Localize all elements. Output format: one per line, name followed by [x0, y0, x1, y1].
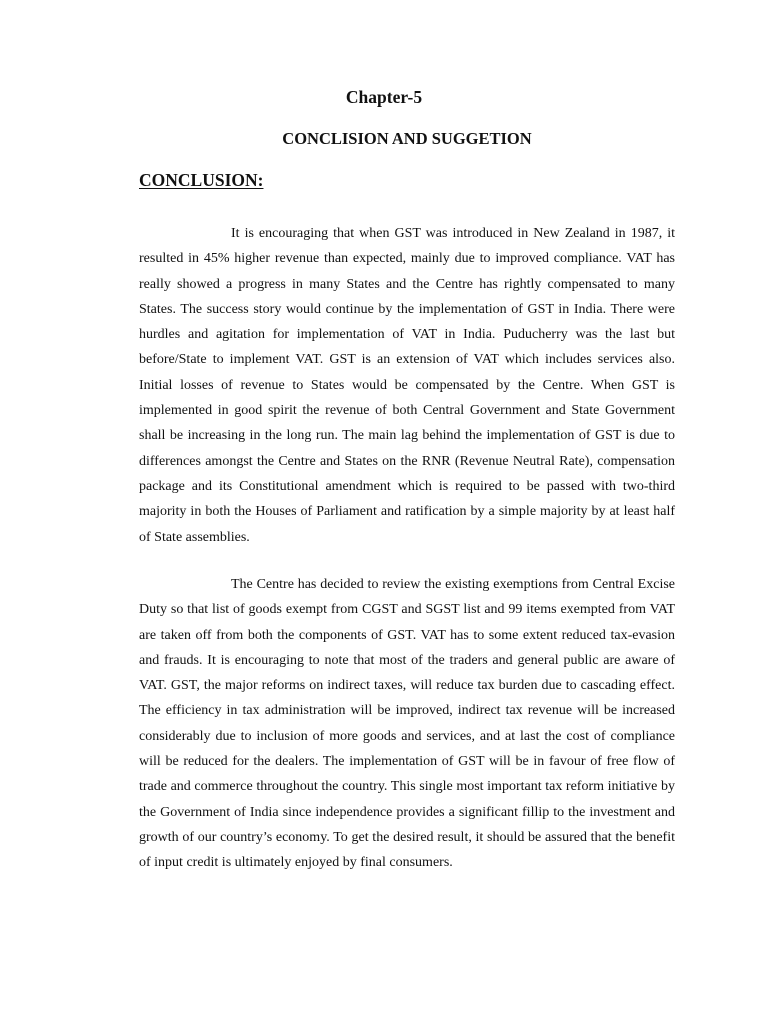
body-paragraph-2: The Centre has decided to review the existing exemptions from Central Excise Duty so that list of goods exempt from CGST and SGST list and 99 items exempted from VAT are taken off from both the components of GST. VAT has to some extent reduced tax-evasion and frauds. It is encouraging to note that most of the traders and general public are aware of VAT. GST, the major reforms on indirect taxes, will reduce tax burden due to cascading effect. The efficiency in tax administration will be improved, indirect tax revenue will be increased considerably due to inclusion of more goods and services, and at last the cost of compliance will be reduced for the dealers. The implementation of GST will be in favour of free flow of trade and commerce throughout the country. This single most important tax reform initiative by the Government of India since independence provides a significant fillip to the investment and growth of our country’s economy. To get the desired result, it should be assured that the benefit of input credit is ultimately enjoyed by final consumers.: [139, 577, 675, 871]
chapter-label: Chapter-5: [345, 87, 423, 107]
section-heading: CONCLUSION:: [139, 170, 264, 190]
chapter-title: CONCLISION AND SUGGETION: [282, 129, 532, 148]
body-paragraph-1: It is encouraging that when GST was introduced in New Zealand in 1987, it resulted in 45% higher revenue than expected, mainly due to improved compliance. VAT has really showed a progress in many States and the Centre has rightly compensated to many States. The success story would continue by the implementation of GST in India. There were hurdles and agitation for implementation of VAT in India. Puducherry was the last but before/State to implement VAT. GST is an extension of VAT which includes services also. Initial losses of revenue to States would be compensated by the Centre. When GST is implemented in good spirit the revenue of both Central Government and State Government shall be increasing in the long run. The main lag behind the implementation of GST is due to differences amongst the Centre and States on the RNR (Revenue Neutral Rate), compensation package and its Constitutional amendment which is required to be passed with two-third majority in both the Houses of Parliament and ratification by a simple majority by at least half of State assemblies.: [139, 226, 675, 545]
